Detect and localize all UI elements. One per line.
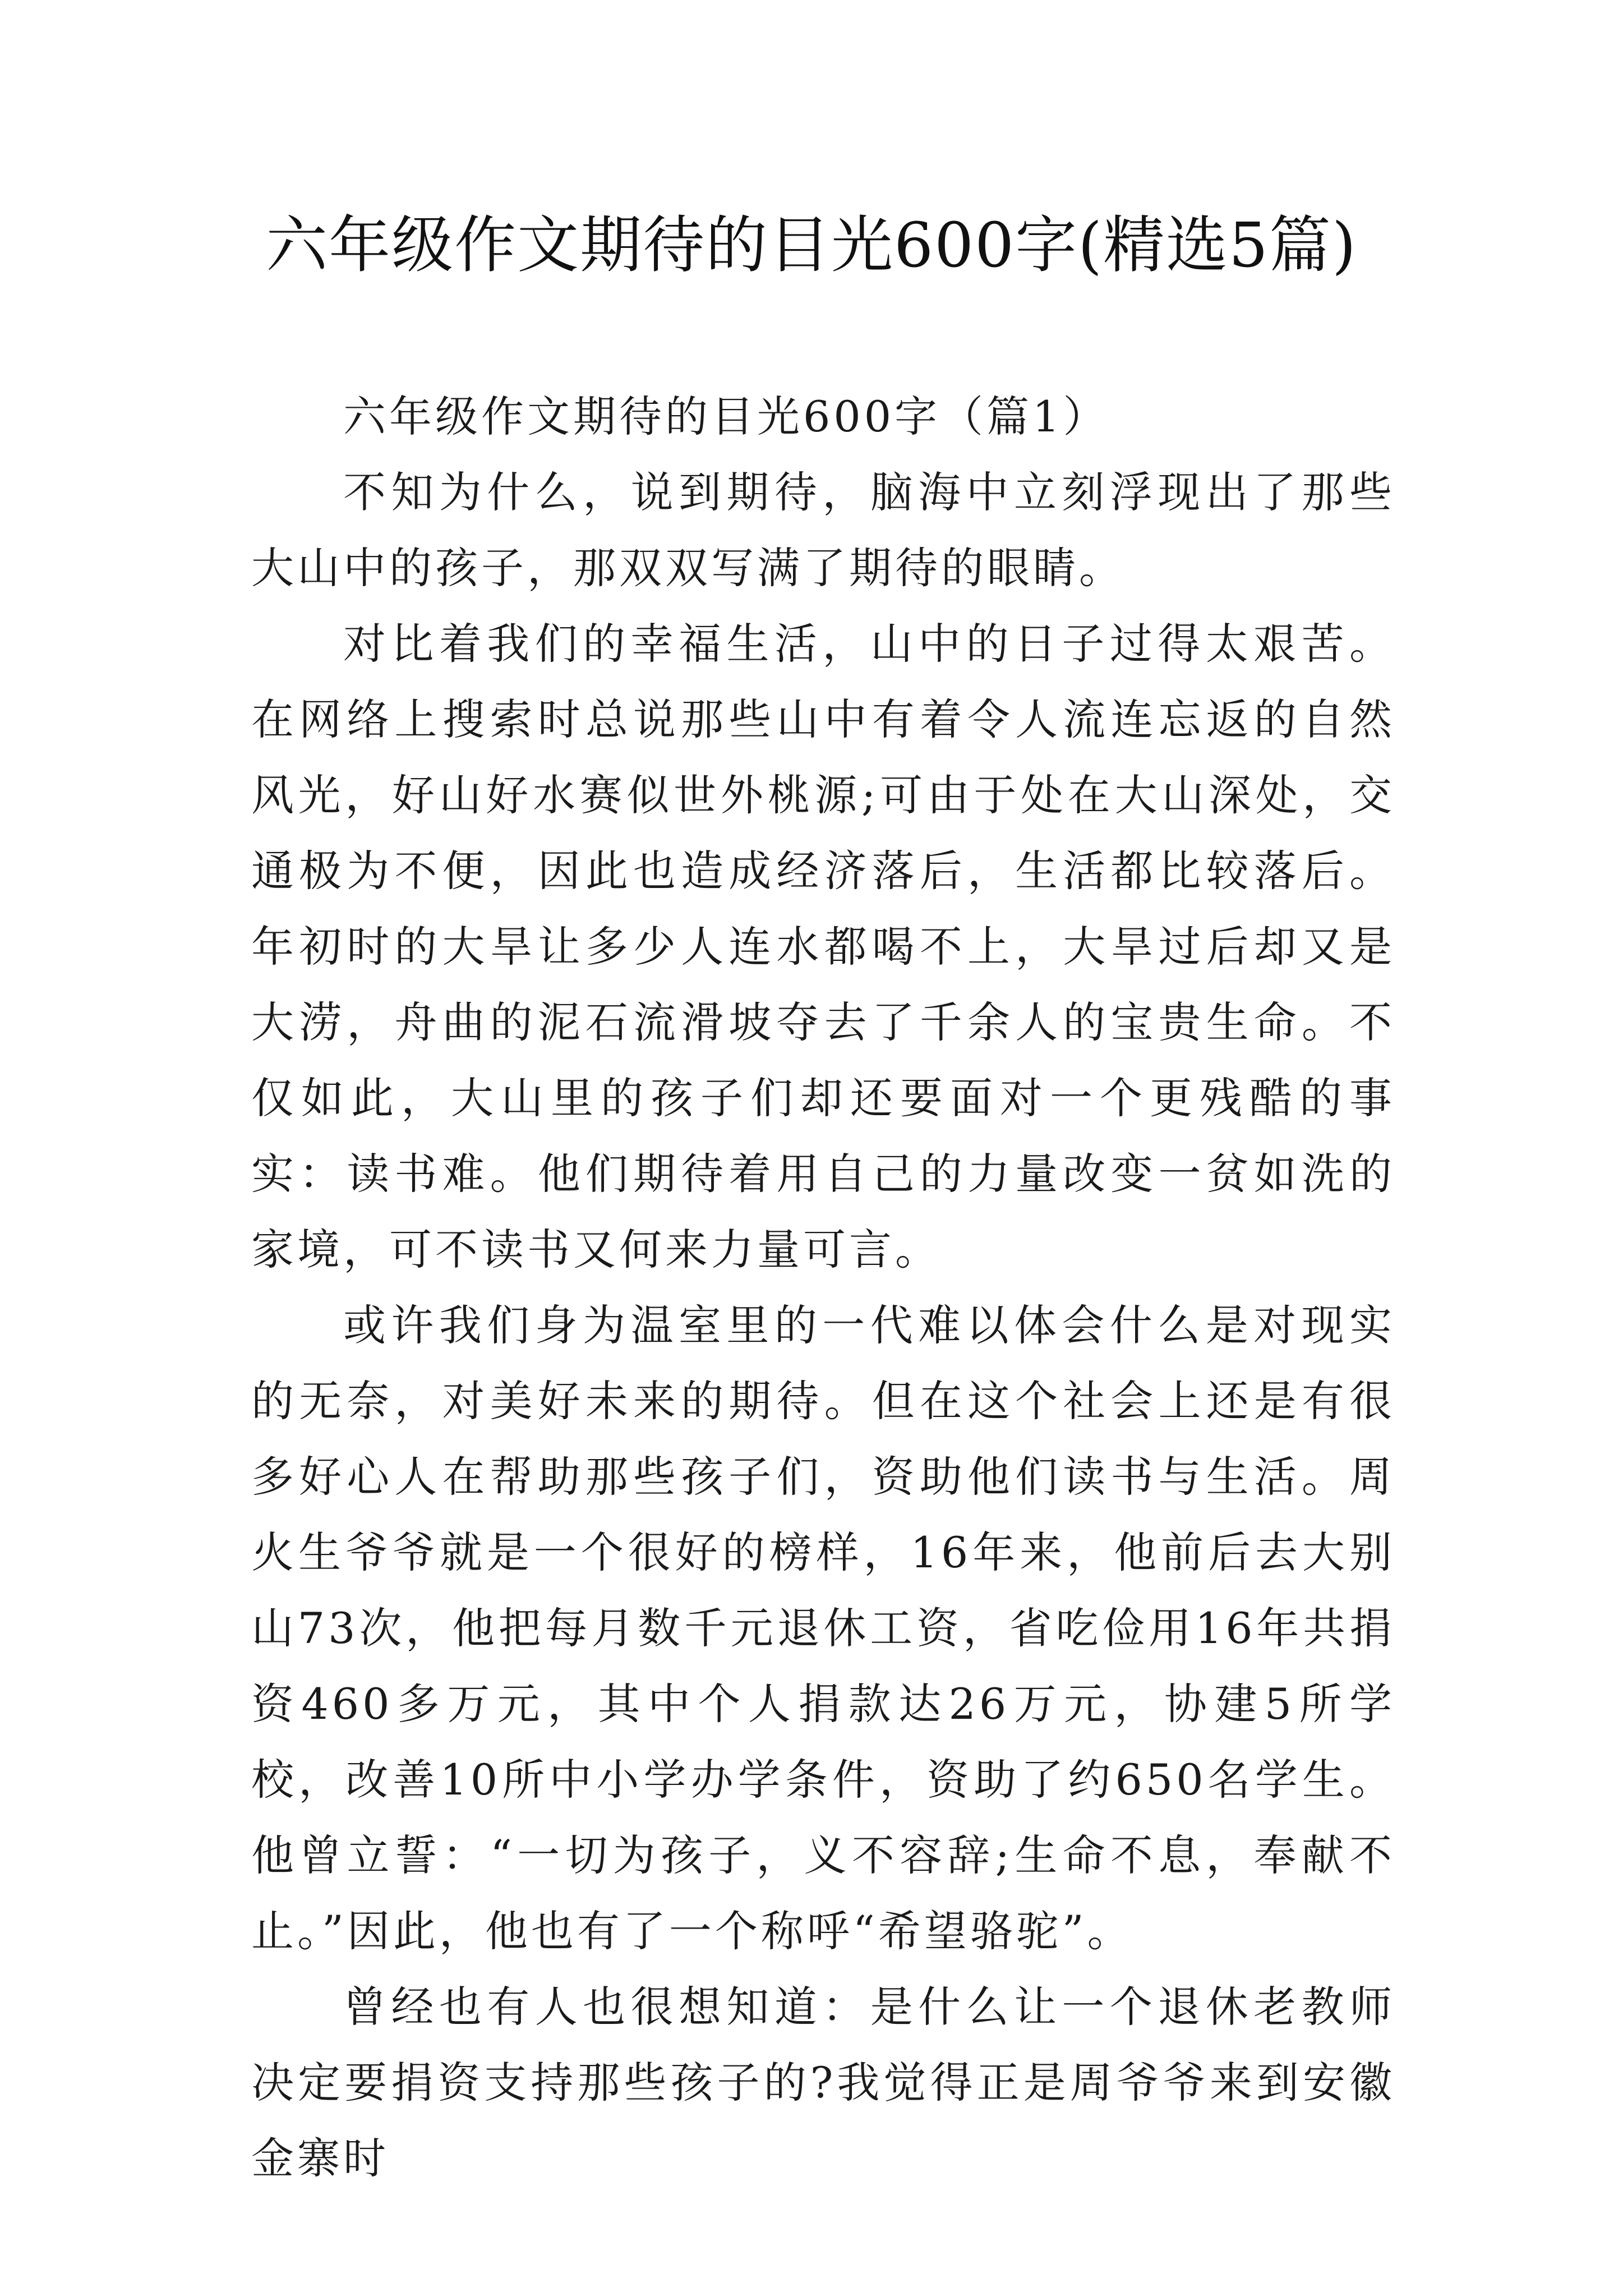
paragraph: 不知为什么，说到期待，脑海中立刻浮现出了那些大山中的孩子，那双双写满了期待的眼睛。 (251, 467, 1395, 593)
section-heading: 六年级作文期待的目光600字（篇1） (343, 392, 1109, 441)
paragraph: 曾经也有人也很想知道：是什么让一个退休老教师决定要捐资支持那些孩子的?我觉得正是周爷爷来到安徽金寨时 (251, 1982, 1395, 2183)
document-title: 六年级作文期待的目光600字(精选5篇) (266, 209, 1357, 281)
document-body (251, 379, 1395, 2196)
paragraph: 对比着我们的幸福生活，山中的日子过得太艰苦。在网络上搜索时总说那些山中有着令人流连忘返的自然风光，好山好水赛似世外桃源;可由于处在大山深处，交通极为不便，因此也造成经济落后，生活都比较落后。年初时的大旱让多少人连水都喝不上，大旱过后却又是大涝，舟曲的泥石流滑坡夺去了千余人的宝贵生命。不仅如此，大山里的孩子们却还要面对一个更残酷的事实：读书难。他们期待着用自己的力量改变一贫如洗的家境，可不读书又何来力量可言。 (251, 619, 1395, 1274)
paragraph: 或许我们身为温室里的一代难以体会什么是对现实的无奈，对美好未来的期待。但在这个社会上还是有很多好心人在帮助那些孩子们，资助他们读书与生活。周火生爷爷就是一个很好的榜样，16年来，他前后去大别山73次，他把每月数千元退休工资，省吃俭用16年共捐资460多万元，其中个人捐款达26万元，协建5所学校，改善10所中小学办学条件，资助了约650名学生。他曾立誓：“一切为孩子，义不容辞;生命不息，奉献不止。”因此，他也有了一个称呼“希望骆驼”。 (251, 1300, 1395, 1956)
